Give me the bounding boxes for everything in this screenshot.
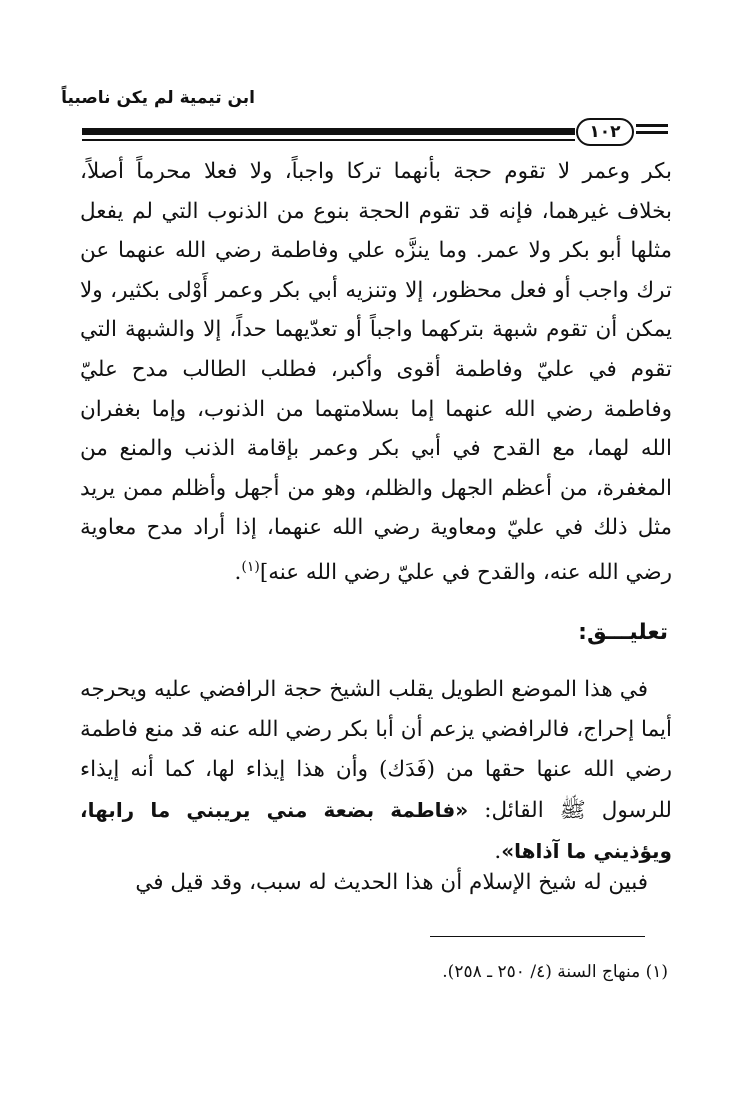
running-title: ابن تيمية لم يكن ناصبياً	[61, 88, 255, 108]
commentary-text	[80, 670, 672, 872]
commentary-heading: تعليـــق:	[578, 620, 668, 645]
header-rule-thin	[82, 139, 575, 141]
header-ornament	[636, 124, 668, 138]
commentary-paragraph-2: فبين له شيخ الإسلام أن هذا الحديث له سبب، وقد قيل في	[135, 870, 648, 895]
footnote: (١) منهاج السنة (٤/ ٢٥٠ ـ ٢٥٨).	[442, 962, 668, 982]
hadith-quote: «فاطمة بضعة مني يريبني ما رابها، ويؤذيني ما آذاها»	[80, 798, 672, 863]
main-paragraph: بكر وعمر لا تقوم حجة بأنهما تركا واجباً، ولا فعلا محرماً أصلاً، بخلاف غيرهما، فإنه قد تقوم الحجة بنوع من الذنوب التي لم يفعل مثلها أبو بكر ولا عمر. وما ينزَّه علي وفاطمة رضي الله عنهما عن ترك واجب أو فعل محظور، إلا وتنزيه أبي بكر وعمر أَوْلى بكثير، ولا يمكن أن تقوم شبهة بتركهما واجباً أو تعدّيهما حداً، إلا والشبهة التي تقوم في عليّ وفاطمة أقوى وأكبر، فطلب الطالب مدح عليّ وفاطمة رضي الله عنهما إما بسلامتهما من الذنوب، وإما بغفران الله لهما، مع القدح في أبي بكر وعمر بإقامة الذنب والمنع من المغفرة، من أعظم الجهل والظلم، وهو من أجهل وأظلم ممن يريد مثل ذلك في عليّ ومعاوية رضي الله عنهما، إذا أراد مدح معاوية رضي الله عنه، والقدح في عليّ رضي الله عنه]	[80, 159, 672, 586]
footnote-rule	[430, 936, 645, 937]
commentary-paragraph-start: في هذا الموضع الطويل يقلب الشيخ حجة الرافضي عليه ويحرجه أيما إحراج، فالرافضي يزعم أن أبا بكر رضي الله عنه قد منع فاطمة رضي الله عنها حقها من (فَدَك) وأن هذا إيذاء لها، كما أنه إيذاء للرسول ﷺ القائل:	[80, 677, 672, 823]
commentary-paragraph-end: .	[494, 839, 502, 864]
page-number: ١٠٢	[576, 118, 634, 146]
footnote-reference: (١)	[241, 558, 260, 575]
header-rule-thick	[82, 128, 575, 135]
main-text: بكر وعمر لا تقوم حجة بأنهما تركا واجباً، ولا فعلا محرماً أصلاً، بخلاف غيرهما، فإنه قد تقوم الحجة بنوع من الذنوب التي لم يفعل مثلها أبو بكر ولا عمر. وما ينزَّه علي وفاطمة رضي الله عنهما عن ترك واجب أو فعل محظور، إلا وتنزيه أبي بكر وعمر أَوْلى بكثير، ولا يمكن أن تقوم شبهة بتركهما واجباً أو تعدّيهما حداً، إلا والشبهة التي تقوم في عليّ وفاطمة أقوى وأكبر، فطلب الطالب مدح عليّ وفاطمة رضي الله عنهما إما بسلامتهما من الذنوب، وإما بغفران الله لهما، مع القدح في أبي بكر وعمر بإقامة الذنب والمنع من المغفرة، من أعظم الجهل والظلم، وهو من أجهل وأظلم ممن يريد مثل ذلك في عليّ ومعاوية رضي الله عنهما، إذا أراد مدح معاوية رضي الله عنه، والقدح في عليّ رضي الله عنه]$^{(١)}$.	[80, 159, 672, 586]
